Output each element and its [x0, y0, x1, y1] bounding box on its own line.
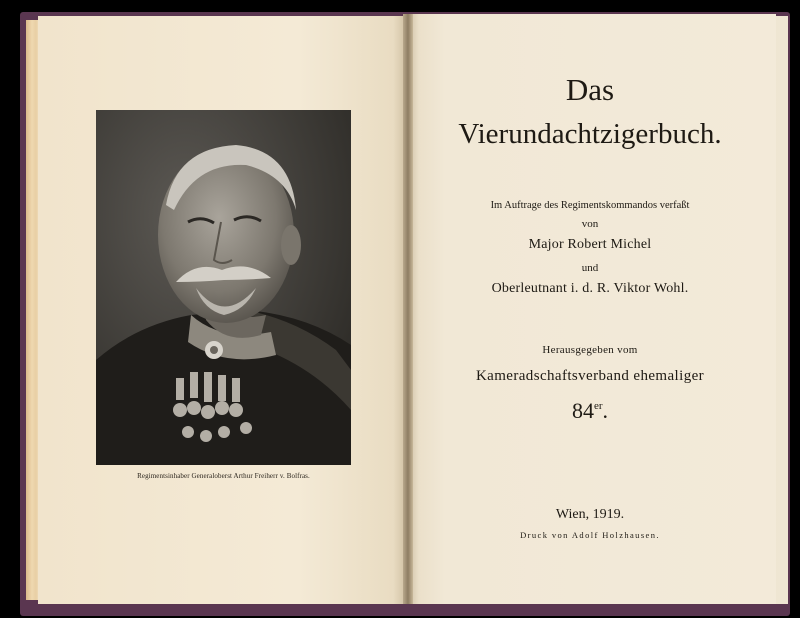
author-1: Major Robert Michel	[528, 237, 652, 252]
printer-line: Druck von Adolf Holzhausen.	[520, 530, 660, 540]
portrait-photo	[96, 110, 351, 465]
portrait-illustration	[96, 110, 351, 465]
published-by-line: Herausgegeben vom	[542, 344, 638, 356]
regiment-number-suffix: er	[593, 400, 603, 412]
and-line: und	[581, 262, 599, 274]
commission-line: Im Auftrage des Regimentskommandos verfaßt	[490, 200, 690, 211]
regiment-number-digits: 84	[571, 398, 594, 423]
title-line-1: Das	[565, 72, 615, 107]
association-line: Kameradschaftsverband ehemaliger	[475, 368, 705, 384]
regiment-number	[420, 398, 760, 424]
author-2: Oberleutnant i. d. R. Viktor Wohl.	[491, 281, 689, 296]
regiment-number-period: .	[602, 398, 609, 423]
by-line: von	[581, 218, 599, 230]
book-gutter	[403, 14, 413, 604]
place-year: Wien, 1919.	[555, 507, 625, 522]
title-line-2: Vierundachtzigerbuch.	[458, 118, 722, 150]
portrait-caption: Regimentsinhaber Generaloberst Arthur Freiherr v. Bolfras.	[137, 472, 310, 480]
